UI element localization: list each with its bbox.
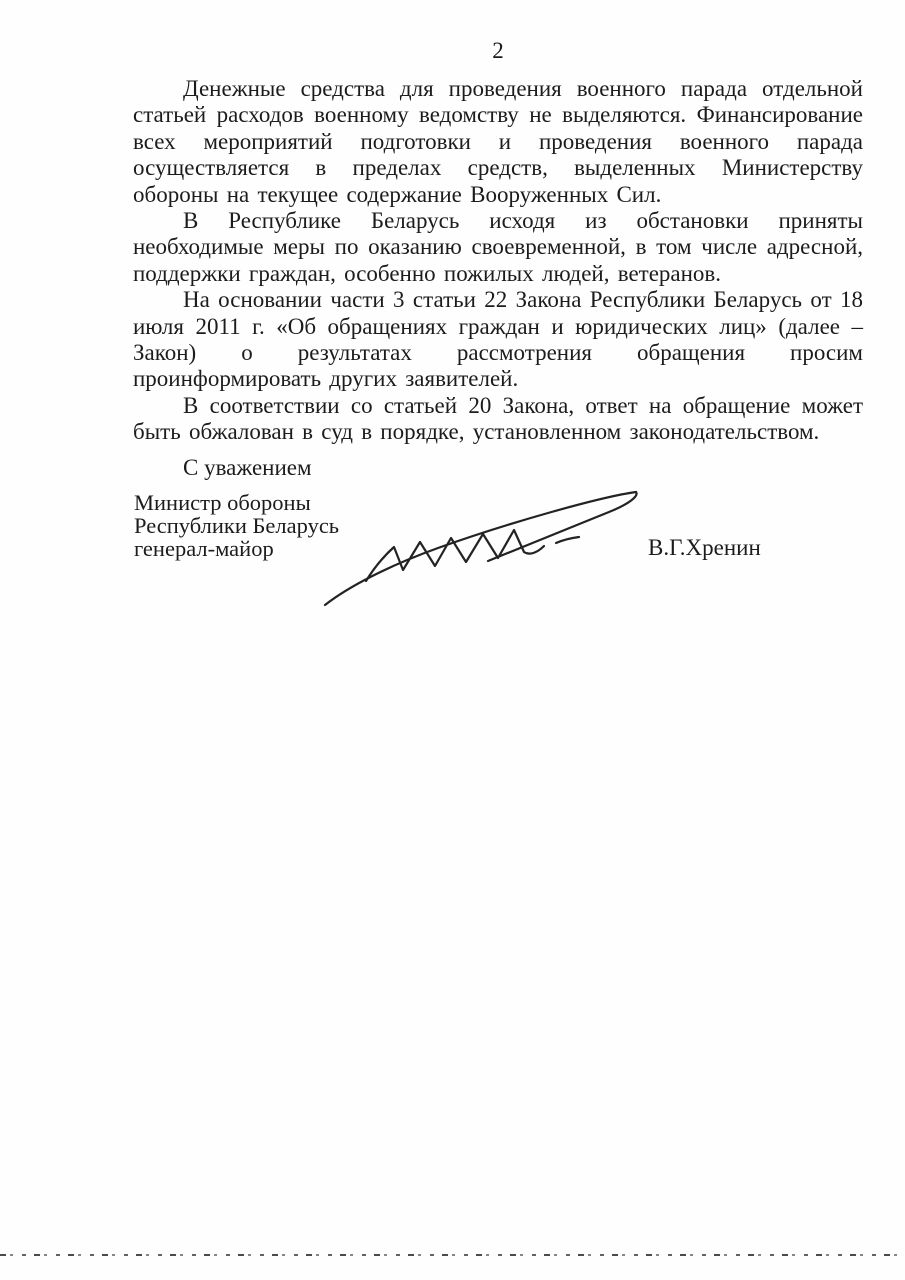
signatory-title-line-3: генерал-майор	[134, 535, 274, 561]
handwritten-signature-icon	[308, 484, 660, 620]
page-number: 2	[492, 38, 504, 63]
closing-salutation: С уважением	[183, 454, 312, 480]
signatory-title-line-2: Республики Беларусь	[134, 512, 340, 538]
scan-artifact-line	[0, 1254, 905, 1256]
letter-body	[133, 76, 863, 481]
paragraph-appeal-article-20: В соответствии со статьей 20 Закона, ответ на обращение может быть обжалован в суд в порядке, установленном законодательством.	[133, 392, 863, 445]
signatory-name: В.Г.Хренин	[648, 535, 761, 560]
paragraph-law-article-22: На основании части 3 статьи 22 Закона Республики Беларусь от 18 июля 2011 г. «Об обращениях граждан и юридических лиц» (далее – Закон) о результатах рассмотрения обращения просим проинформировать других заявителей.	[133, 287, 863, 392]
paragraph-support-measures: В Республике Беларусь исходя из обстановки приняты необходимые меры по оказанию своевременной, в том числе адресной, поддержки граждан, особенно пожилых людей, ветеранов.	[133, 208, 863, 286]
signatory-title-line-1: Министр обороны	[134, 490, 311, 515]
paragraph-parade-funding: Денежные средства для проведения военного парада отдельной статьей расходов военному ведомству не выделяются. Финансирование всех мероприятий подготовки и проведения военного парада осуществляется в пределах средств, выделенных Министерству обороны на текущее содержание Вооруженных Сил.	[133, 76, 863, 207]
